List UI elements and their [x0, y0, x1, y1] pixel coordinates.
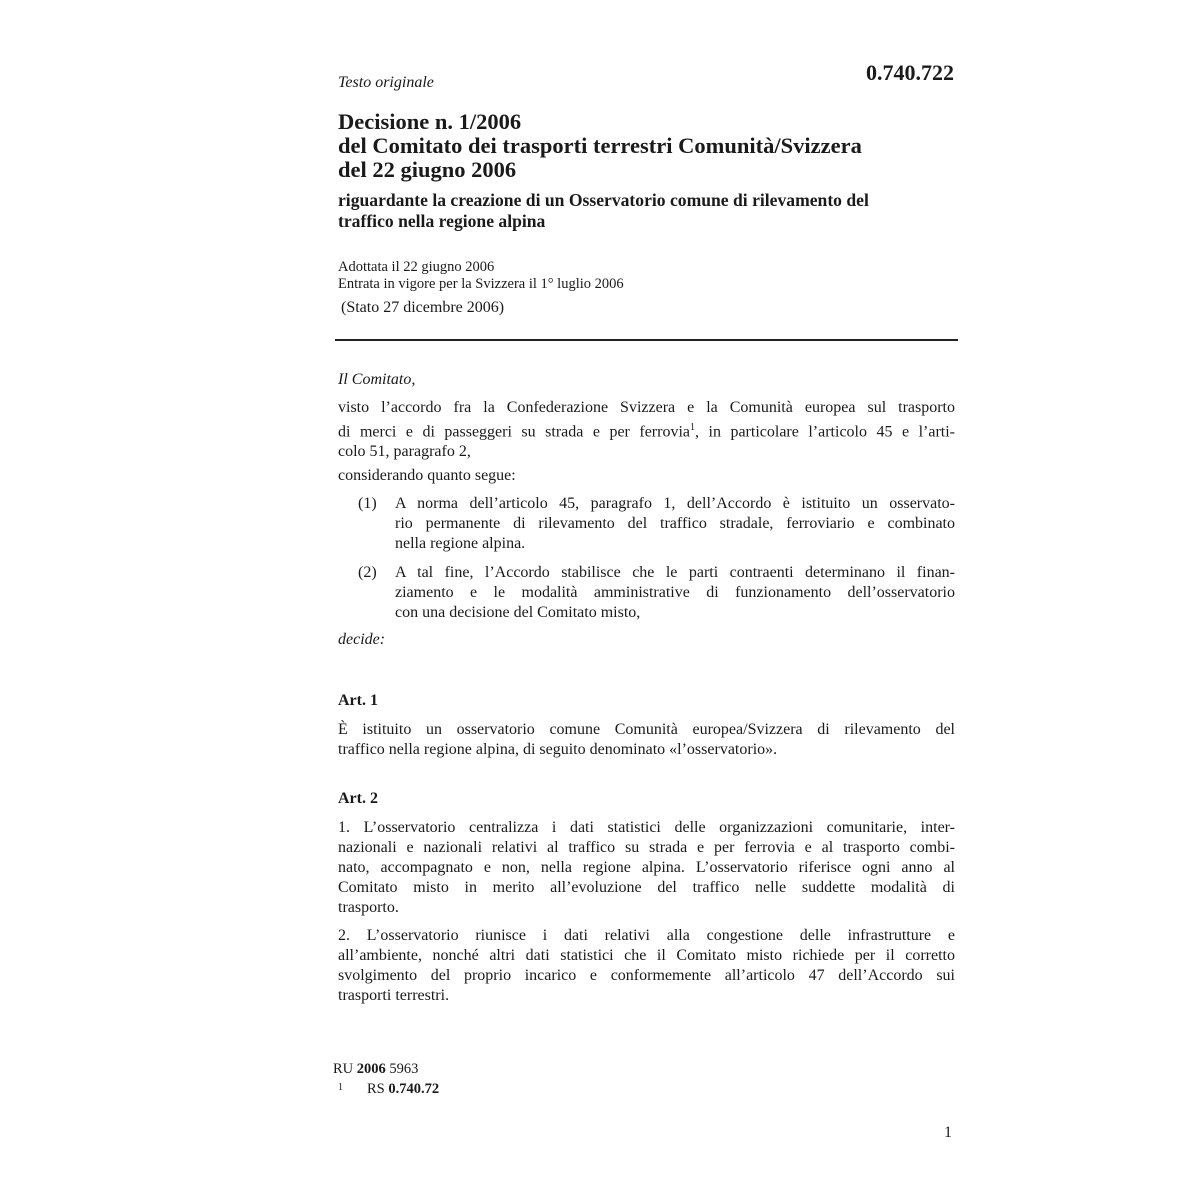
subtitle-line: traffico nella regione alpina	[338, 211, 546, 231]
footer-notes	[333, 1059, 439, 1099]
recital-text	[395, 563, 955, 623]
document-title	[338, 110, 978, 182]
ru-page: 5963	[385, 1061, 419, 1077]
paragraph-line: 2. L’osservatorio riunisce i dati relativi alla congestione delle infrastrutture e	[338, 927, 955, 944]
line-text: , in particolare l’articolo 45 e l’arti-	[695, 423, 955, 441]
recital-1	[338, 494, 955, 554]
header-divider	[335, 339, 958, 341]
preamble-considerando: considerando quanto segue:	[338, 467, 516, 484]
recital-number: (1)	[358, 495, 377, 512]
recital-2	[338, 563, 955, 623]
recital-text	[395, 494, 955, 554]
paragraph-line: visto l’accordo fra la Confederazione Svizzera e la Comunità europea sul trasporto	[338, 399, 955, 416]
paragraph-line: nato, accompagnato e non, nella regione alpina. L’osservatorio riferisce ogni anno al	[338, 859, 955, 876]
article-1-heading: Art. 1	[338, 692, 378, 709]
page-number: 1	[944, 1124, 952, 1141]
paragraph-line: nella regione alpina.	[395, 535, 526, 552]
status-date: (Stato 27 dicembre 2006)	[341, 299, 505, 316]
adoption-info	[338, 259, 624, 293]
title-line: del 22 giugno 2006	[338, 157, 517, 182]
paragraph-line: 1. L’osservatorio centralizza i dati statistici delle organizzazioni comunitarie, inter-	[338, 819, 955, 836]
paragraph-line: con una decisione del Comitato misto,	[395, 604, 641, 621]
article-2-heading: Art. 2	[338, 790, 378, 807]
article-2-paragraph-2	[338, 926, 955, 1006]
paragraph-line: colo 51, paragrafo 2,	[338, 443, 471, 461]
paragraph-line: traffico nella regione alpina, di seguito denominato «l’osservatorio».	[338, 741, 778, 758]
paragraph-line: Comitato misto in merito all’evoluzione del traffico nelle suddette modalità di	[338, 879, 955, 896]
paragraph-line: ziamento e le modalità amministrative di funzionamento dell’osservatorio	[395, 584, 955, 601]
paragraph-line	[338, 418, 955, 442]
subtitle-line: riguardante la creazione di un Osservatorio comune di rilevamento del	[338, 190, 869, 210]
article-1-text	[338, 720, 955, 760]
paragraph-line: nazionali e nazionali relativi al traffico su strada e per ferrovia e al trasporto combi-	[338, 839, 955, 856]
ru-year: 2006	[356, 1061, 386, 1077]
document-number: 0.740.722	[866, 60, 954, 85]
paragraph-line: svolgimento del proprio incarico e conformemente all’articolo 47 dell’Accordo sui	[338, 967, 955, 984]
recital-number: (2)	[358, 564, 377, 581]
preamble-committee: Il Comitato,	[338, 371, 416, 388]
paragraph-line: rio permanente di rilevamento del traffico stradale, ferroviario e combinato	[395, 515, 955, 532]
paragraph-line: A norma dell’articolo 45, paragrafo 1, dell’Accordo è istituito un osservato-	[395, 495, 955, 512]
paragraph-line: trasporti terrestri.	[338, 987, 450, 1004]
rs-prefix: RS	[367, 1081, 389, 1097]
footnote-number: 1	[338, 1082, 343, 1093]
title-line: Decisione n. 1/2006	[338, 109, 522, 134]
entry-into-force: Entrata in vigore per la Svizzera il 1° luglio 2006	[338, 276, 624, 292]
paragraph-line: A tal fine, l’Accordo stabilisce che le parti contraenti determinano il finan-	[395, 564, 955, 581]
title-line: del Comitato dei trasporti terrestri Comunità/Svizzera	[338, 133, 862, 158]
rs-number[interactable]: 0.740.72	[388, 1081, 440, 1097]
paragraph-line: È istituito un osservatorio comune Comunità europea/Svizzera di rilevamento del	[338, 721, 955, 738]
document-subtitle	[338, 190, 958, 232]
paragraph-line: trasporto.	[338, 899, 399, 916]
ru-reference	[333, 1059, 439, 1079]
decide-label: decide:	[338, 631, 386, 648]
article-2-paragraph-1	[338, 818, 955, 918]
paragraph-line: all’ambiente, nonché altri dati statistici che il Comitato misto richiede per il corretto	[338, 947, 955, 964]
preamble-visto	[338, 398, 955, 462]
adoption-date: Adottata il 22 giugno 2006	[338, 259, 495, 275]
ru-prefix: RU	[333, 1061, 357, 1077]
footnote-ref[interactable]: 1	[690, 422, 696, 433]
line-text: di merci e di passeggeri su strada e per ferrovia	[338, 423, 691, 441]
original-text-label: Testo originale	[338, 74, 434, 91]
footnote-1	[333, 1079, 439, 1099]
